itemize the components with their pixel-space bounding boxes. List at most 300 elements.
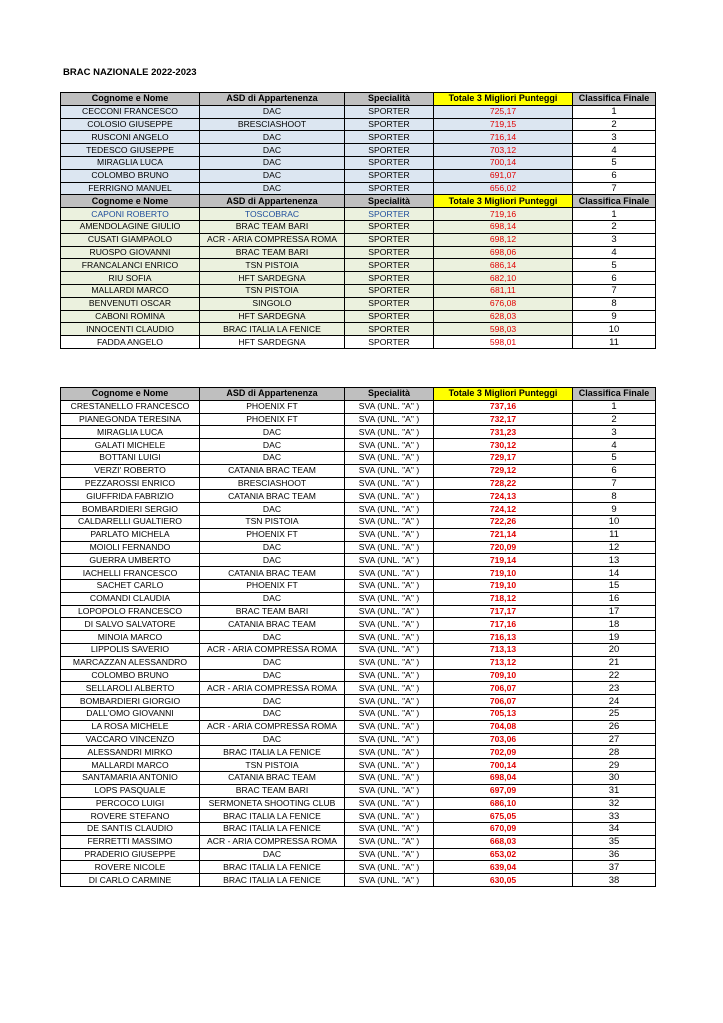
table-row xyxy=(61,579,656,592)
table-row xyxy=(61,682,656,695)
sva-ranking-table xyxy=(60,387,656,887)
specialty-cell: SVA (UNL. "A" ) xyxy=(345,579,434,592)
athlete-name-cell: RUOSPO GIOVANNI xyxy=(61,246,200,259)
final-rank-cell: 26 xyxy=(573,720,656,733)
specialty-cell: SPORTER xyxy=(345,259,434,272)
specialty-cell: SVA (UNL. "A" ) xyxy=(345,771,434,784)
athlete-name-cell: LOPOPOLO FRANCESCO xyxy=(61,605,200,618)
specialty-cell: SVA (UNL. "A" ) xyxy=(345,669,434,682)
table-row xyxy=(61,618,656,631)
final-rank-cell: 29 xyxy=(573,759,656,772)
final-rank-cell: 7 xyxy=(573,182,656,195)
table-row xyxy=(61,426,656,439)
athlete-name-cell: PRADERIO GIUSEPPE xyxy=(61,848,200,861)
table-row xyxy=(61,413,656,426)
specialty-cell: SVA (UNL. "A" ) xyxy=(345,618,434,631)
specialty-cell: SVA (UNL. "A" ) xyxy=(345,451,434,464)
specialty-cell: SVA (UNL. "A" ) xyxy=(345,810,434,823)
asd-club-cell: PHOENIX FT xyxy=(200,400,345,413)
athlete-name-cell: GIUFFRIDA FABRIZIO xyxy=(61,490,200,503)
final-rank-cell: 2 xyxy=(573,118,656,131)
athlete-name-cell: CRESTANELLO FRANCESCO xyxy=(61,400,200,413)
header-rank: Classifica Finale xyxy=(573,195,656,208)
specialty-cell: SVA (UNL. "A" ) xyxy=(345,746,434,759)
athlete-name-cell: COMANDI CLAUDIA xyxy=(61,592,200,605)
final-rank-cell: 6 xyxy=(573,464,656,477)
final-rank-cell: 6 xyxy=(573,169,656,182)
asd-club-cell: BRAC TEAM BARI xyxy=(200,784,345,797)
final-rank-cell: 1 xyxy=(573,400,656,413)
final-rank-cell: 36 xyxy=(573,848,656,861)
table-row xyxy=(61,297,656,310)
table-row xyxy=(61,759,656,772)
asd-club-cell: ACR - ARIA COMPRESSA ROMA xyxy=(200,233,345,246)
athlete-name-cell: GUERRA UMBERTO xyxy=(61,554,200,567)
athlete-name-cell: COLOMBO BRUNO xyxy=(61,169,200,182)
specialty-cell: SVA (UNL. "A" ) xyxy=(345,874,434,887)
total-score-cell: 686,14 xyxy=(434,259,573,272)
specialty-cell: SVA (UNL. "A" ) xyxy=(345,848,434,861)
table-row xyxy=(61,272,656,285)
total-score-cell: 731,23 xyxy=(434,426,573,439)
final-rank-cell: 25 xyxy=(573,707,656,720)
specialty-cell: SVA (UNL. "A" ) xyxy=(345,643,434,656)
specialty-cell: SPORTER xyxy=(345,272,434,285)
athlete-name-cell: MINOIA MARCO xyxy=(61,631,200,644)
total-score-cell: 598,01 xyxy=(434,336,573,349)
athlete-name-cell: ROVERE STEFANO xyxy=(61,810,200,823)
athlete-name-cell: COLOMBO BRUNO xyxy=(61,669,200,682)
asd-club-cell: TSN PISTOIA xyxy=(200,515,345,528)
specialty-cell: SVA (UNL. "A" ) xyxy=(345,503,434,516)
specialty-cell: SVA (UNL. "A" ) xyxy=(345,515,434,528)
total-score-cell: 730,12 xyxy=(434,439,573,452)
athlete-name-cell: CAPONI ROBERTO xyxy=(61,208,200,221)
total-score-cell: 698,14 xyxy=(434,220,573,233)
final-rank-cell: 11 xyxy=(573,528,656,541)
total-score-cell: 724,13 xyxy=(434,490,573,503)
specialty-cell: SVA (UNL. "A" ) xyxy=(345,541,434,554)
specialty-cell: SVA (UNL. "A" ) xyxy=(345,554,434,567)
final-rank-cell: 20 xyxy=(573,643,656,656)
header-rank: Classifica Finale xyxy=(573,388,656,401)
athlete-name-cell: MALLARDI MARCO xyxy=(61,759,200,772)
table-row xyxy=(61,643,656,656)
final-rank-cell: 34 xyxy=(573,823,656,836)
table-row xyxy=(61,592,656,605)
table-row xyxy=(61,528,656,541)
final-rank-cell: 5 xyxy=(573,156,656,169)
final-rank-cell: 3 xyxy=(573,233,656,246)
total-score-cell: 719,15 xyxy=(434,118,573,131)
table-row xyxy=(61,541,656,554)
table-header-row xyxy=(61,93,656,106)
total-score-cell: 713,12 xyxy=(434,656,573,669)
athlete-name-cell: RUSCONI ANGELO xyxy=(61,131,200,144)
final-rank-cell: 22 xyxy=(573,669,656,682)
total-score-cell: 703,12 xyxy=(434,144,573,157)
table-row xyxy=(61,400,656,413)
header-specialty: Specialità xyxy=(345,388,434,401)
athlete-name-cell: VERZI' ROBERTO xyxy=(61,464,200,477)
table-row xyxy=(61,233,656,246)
final-rank-cell: 3 xyxy=(573,131,656,144)
final-rank-cell: 4 xyxy=(573,439,656,452)
specialty-cell: SVA (UNL. "A" ) xyxy=(345,592,434,605)
table-row xyxy=(61,503,656,516)
asd-club-cell: DAC xyxy=(200,144,345,157)
athlete-name-cell: SACHET CARLO xyxy=(61,579,200,592)
table-row xyxy=(61,118,656,131)
total-score-cell: 721,14 xyxy=(434,528,573,541)
asd-club-cell: DAC xyxy=(200,554,345,567)
table-row xyxy=(61,567,656,580)
header-name: Cognome e Nome xyxy=(61,93,200,106)
table-row xyxy=(61,220,656,233)
specialty-cell: SVA (UNL. "A" ) xyxy=(345,477,434,490)
asd-club-cell: CATANIA BRAC TEAM xyxy=(200,567,345,580)
total-score-cell: 704,08 xyxy=(434,720,573,733)
asd-club-cell: CATANIA BRAC TEAM xyxy=(200,771,345,784)
final-rank-cell: 23 xyxy=(573,682,656,695)
athlete-name-cell: MARCAZZAN ALESSANDRO xyxy=(61,656,200,669)
table-row xyxy=(61,656,656,669)
header-specialty: Specialità xyxy=(345,195,434,208)
asd-club-cell: BRAC ITALIA LA FENICE xyxy=(200,861,345,874)
final-rank-cell: 6 xyxy=(573,272,656,285)
specialty-cell: SVA (UNL. "A" ) xyxy=(345,656,434,669)
asd-club-cell: DAC xyxy=(200,169,345,182)
athlete-name-cell: BOTTANI LUIGI xyxy=(61,451,200,464)
total-score-cell: 700,14 xyxy=(434,759,573,772)
specialty-cell: SPORTER xyxy=(345,323,434,336)
athlete-name-cell: CABONI ROMINA xyxy=(61,310,200,323)
final-rank-cell: 35 xyxy=(573,835,656,848)
total-score-cell: 676,08 xyxy=(434,297,573,310)
final-rank-cell: 37 xyxy=(573,861,656,874)
asd-club-cell: BRAC TEAM BARI xyxy=(200,605,345,618)
asd-club-cell: HFT SARDEGNA xyxy=(200,336,345,349)
asd-club-cell: TSN PISTOIA xyxy=(200,284,345,297)
specialty-cell: SVA (UNL. "A" ) xyxy=(345,720,434,733)
asd-club-cell: PHOENIX FT xyxy=(200,579,345,592)
total-score-cell: 716,14 xyxy=(434,131,573,144)
table-row xyxy=(61,105,656,118)
asd-club-cell: DAC xyxy=(200,503,345,516)
asd-club-cell: DAC xyxy=(200,707,345,720)
specialty-cell: SPORTER xyxy=(345,220,434,233)
asd-club-cell: DAC xyxy=(200,131,345,144)
asd-club-cell: TSN PISTOIA xyxy=(200,759,345,772)
asd-club-cell: DAC xyxy=(200,631,345,644)
total-score-cell: 700,14 xyxy=(434,156,573,169)
specialty-cell: SVA (UNL. "A" ) xyxy=(345,490,434,503)
athlete-name-cell: PERCOCO LUIGI xyxy=(61,797,200,810)
header-asd: ASD di Appartenenza xyxy=(200,195,345,208)
table-row xyxy=(61,451,656,464)
specialty-cell: SPORTER xyxy=(345,169,434,182)
athlete-name-cell: FERRIGNO MANUEL xyxy=(61,182,200,195)
total-score-cell: 630,05 xyxy=(434,874,573,887)
athlete-name-cell: IACHELLI FRANCESCO xyxy=(61,567,200,580)
total-score-cell: 732,17 xyxy=(434,413,573,426)
final-rank-cell: 2 xyxy=(573,413,656,426)
athlete-name-cell: SANTAMARIA ANTONIO xyxy=(61,771,200,784)
specialty-cell: SVA (UNL. "A" ) xyxy=(345,631,434,644)
table-row xyxy=(61,144,656,157)
header-name: Cognome e Nome xyxy=(61,195,200,208)
asd-club-cell: ACR - ARIA COMPRESSA ROMA xyxy=(200,682,345,695)
asd-club-cell: DAC xyxy=(200,733,345,746)
sporter-ranking-table xyxy=(60,92,656,349)
total-score-cell: 702,09 xyxy=(434,746,573,759)
asd-club-cell: ACR - ARIA COMPRESSA ROMA xyxy=(200,720,345,733)
specialty-cell: SVA (UNL. "A" ) xyxy=(345,823,434,836)
final-rank-cell: 16 xyxy=(573,592,656,605)
table-row xyxy=(61,797,656,810)
asd-club-cell: DAC xyxy=(200,156,345,169)
table-row xyxy=(61,310,656,323)
total-score-cell: 728,22 xyxy=(434,477,573,490)
asd-club-cell: DAC xyxy=(200,695,345,708)
final-rank-cell: 5 xyxy=(573,451,656,464)
final-rank-cell: 9 xyxy=(573,310,656,323)
total-score-cell: 668,03 xyxy=(434,835,573,848)
header-total: Totale 3 Migliori Punteggi xyxy=(434,195,573,208)
table-row xyxy=(61,707,656,720)
total-score-cell: 719,14 xyxy=(434,554,573,567)
table-row xyxy=(61,323,656,336)
asd-club-cell: DAC xyxy=(200,656,345,669)
total-score-cell: 706,07 xyxy=(434,682,573,695)
table-row xyxy=(61,336,656,349)
athlete-name-cell: LIPPOLIS SAVERIO xyxy=(61,643,200,656)
table-row xyxy=(61,284,656,297)
table-row xyxy=(61,784,656,797)
total-score-cell: 717,16 xyxy=(434,618,573,631)
asd-club-cell: DAC xyxy=(200,105,345,118)
specialty-cell: SVA (UNL. "A" ) xyxy=(345,784,434,797)
total-score-cell: 686,10 xyxy=(434,797,573,810)
final-rank-cell: 18 xyxy=(573,618,656,631)
athlete-name-cell: VACCARO VINCENZO xyxy=(61,733,200,746)
total-score-cell: 698,12 xyxy=(434,233,573,246)
athlete-name-cell: PIANEGONDA TERESINA xyxy=(61,413,200,426)
athlete-name-cell: DE SANTIS CLAUDIO xyxy=(61,823,200,836)
document-title: BRAC NAZIONALE 2022-2023 xyxy=(63,67,197,78)
athlete-name-cell: PEZZAROSSI ENRICO xyxy=(61,477,200,490)
table-row xyxy=(61,720,656,733)
final-rank-cell: 28 xyxy=(573,746,656,759)
final-rank-cell: 2 xyxy=(573,220,656,233)
asd-club-cell: CATANIA BRAC TEAM xyxy=(200,618,345,631)
total-score-cell: 639,04 xyxy=(434,861,573,874)
specialty-cell: SPORTER xyxy=(345,297,434,310)
total-score-cell: 737,16 xyxy=(434,400,573,413)
asd-club-cell: BRAC ITALIA LA FENICE xyxy=(200,810,345,823)
total-score-cell: 709,10 xyxy=(434,669,573,682)
asd-club-cell: HFT SARDEGNA xyxy=(200,310,345,323)
specialty-cell: SPORTER xyxy=(345,182,434,195)
total-score-cell: 716,13 xyxy=(434,631,573,644)
asd-club-cell: BRESCIASHOOT xyxy=(200,477,345,490)
specialty-cell: SVA (UNL. "A" ) xyxy=(345,605,434,618)
athlete-name-cell: MALLARDI MARCO xyxy=(61,284,200,297)
total-score-cell: 705,13 xyxy=(434,707,573,720)
specialty-cell: SPORTER xyxy=(345,233,434,246)
athlete-name-cell: LA ROSA MICHELE xyxy=(61,720,200,733)
final-rank-cell: 19 xyxy=(573,631,656,644)
asd-club-cell: DAC xyxy=(200,541,345,554)
table-header-row xyxy=(61,195,656,208)
final-rank-cell: 8 xyxy=(573,297,656,310)
total-score-cell: 719,10 xyxy=(434,579,573,592)
final-rank-cell: 4 xyxy=(573,246,656,259)
asd-club-cell: DAC xyxy=(200,182,345,195)
total-score-cell: 719,16 xyxy=(434,208,573,221)
specialty-cell: SVA (UNL. "A" ) xyxy=(345,797,434,810)
table-row xyxy=(61,490,656,503)
final-rank-cell: 7 xyxy=(573,477,656,490)
athlete-name-cell: BOMBARDIERI GIORGIO xyxy=(61,695,200,708)
final-rank-cell: 10 xyxy=(573,515,656,528)
specialty-cell: SVA (UNL. "A" ) xyxy=(345,413,434,426)
final-rank-cell: 30 xyxy=(573,771,656,784)
specialty-cell: SVA (UNL. "A" ) xyxy=(345,400,434,413)
asd-club-cell: PHOENIX FT xyxy=(200,528,345,541)
final-rank-cell: 15 xyxy=(573,579,656,592)
table-row xyxy=(61,631,656,644)
specialty-cell: SVA (UNL. "A" ) xyxy=(345,464,434,477)
table-row xyxy=(61,835,656,848)
total-score-cell: 718,12 xyxy=(434,592,573,605)
specialty-cell: SPORTER xyxy=(345,336,434,349)
specialty-cell: SPORTER xyxy=(345,246,434,259)
athlete-name-cell: PARLATO MICHELA xyxy=(61,528,200,541)
athlete-name-cell: LOPS PASQUALE xyxy=(61,784,200,797)
table-row xyxy=(61,246,656,259)
specialty-cell: SVA (UNL. "A" ) xyxy=(345,861,434,874)
athlete-name-cell: FERRETTI MASSIMO xyxy=(61,835,200,848)
table-row xyxy=(61,182,656,195)
header-specialty: Specialità xyxy=(345,93,434,106)
final-rank-cell: 8 xyxy=(573,490,656,503)
specialty-cell: SVA (UNL. "A" ) xyxy=(345,426,434,439)
total-score-cell: 703,06 xyxy=(434,733,573,746)
final-rank-cell: 10 xyxy=(573,323,656,336)
total-score-cell: 719,10 xyxy=(434,567,573,580)
table-row xyxy=(61,208,656,221)
final-rank-cell: 14 xyxy=(573,567,656,580)
total-score-cell: 725,17 xyxy=(434,105,573,118)
final-rank-cell: 33 xyxy=(573,810,656,823)
athlete-name-cell: DALL'OMO GIOVANNI xyxy=(61,707,200,720)
total-score-cell: 706,07 xyxy=(434,695,573,708)
asd-club-cell: SERMONETA SHOOTING CLUB xyxy=(200,797,345,810)
table-row xyxy=(61,156,656,169)
table-row xyxy=(61,515,656,528)
athlete-name-cell: CALDARELLI GUALTIERO xyxy=(61,515,200,528)
total-score-cell: 653,02 xyxy=(434,848,573,861)
header-name: Cognome e Nome xyxy=(61,388,200,401)
athlete-name-cell: INNOCENTI CLAUDIO xyxy=(61,323,200,336)
table-row xyxy=(61,669,656,682)
athlete-name-cell: FRANCALANCI ENRICO xyxy=(61,259,200,272)
asd-club-cell: BRAC ITALIA LA FENICE xyxy=(200,746,345,759)
specialty-cell: SVA (UNL. "A" ) xyxy=(345,733,434,746)
total-score-cell: 717,17 xyxy=(434,605,573,618)
athlete-name-cell: MIRAGLIA LUCA xyxy=(61,426,200,439)
asd-club-cell: DAC xyxy=(200,426,345,439)
header-asd: ASD di Appartenenza xyxy=(200,388,345,401)
asd-club-cell: TSN PISTOIA xyxy=(200,259,345,272)
asd-club-cell: CATANIA BRAC TEAM xyxy=(200,490,345,503)
specialty-cell: SVA (UNL. "A" ) xyxy=(345,439,434,452)
table-row xyxy=(61,554,656,567)
asd-club-cell: DAC xyxy=(200,439,345,452)
header-asd: ASD di Appartenenza xyxy=(200,93,345,106)
table-row xyxy=(61,695,656,708)
asd-club-cell: BRAC ITALIA LA FENICE xyxy=(200,323,345,336)
table-row xyxy=(61,477,656,490)
specialty-cell: SPORTER xyxy=(345,208,434,221)
final-rank-cell: 12 xyxy=(573,541,656,554)
total-score-cell: 598,03 xyxy=(434,323,573,336)
total-score-cell: 698,06 xyxy=(434,246,573,259)
total-score-cell: 729,12 xyxy=(434,464,573,477)
specialty-cell: SPORTER xyxy=(345,284,434,297)
table-row xyxy=(61,810,656,823)
asd-club-cell: DAC xyxy=(200,669,345,682)
final-rank-cell: 1 xyxy=(573,208,656,221)
asd-club-cell: BRAC TEAM BARI xyxy=(200,220,345,233)
athlete-name-cell: ROVERE NICOLE xyxy=(61,861,200,874)
total-score-cell: 722,26 xyxy=(434,515,573,528)
table-row xyxy=(61,464,656,477)
total-score-cell: 682,10 xyxy=(434,272,573,285)
athlete-name-cell: AMENDOLAGINE GIULIO xyxy=(61,220,200,233)
athlete-name-cell: MIRAGLIA LUCA xyxy=(61,156,200,169)
total-score-cell: 720,09 xyxy=(434,541,573,554)
specialty-cell: SPORTER xyxy=(345,310,434,323)
final-rank-cell: 32 xyxy=(573,797,656,810)
table-row xyxy=(61,874,656,887)
total-score-cell: 729,17 xyxy=(434,451,573,464)
final-rank-cell: 31 xyxy=(573,784,656,797)
final-rank-cell: 5 xyxy=(573,259,656,272)
header-total: Totale 3 Migliori Punteggi xyxy=(434,388,573,401)
final-rank-cell: 1 xyxy=(573,105,656,118)
total-score-cell: 697,09 xyxy=(434,784,573,797)
athlete-name-cell: COLOSIO GIUSEPPE xyxy=(61,118,200,131)
final-rank-cell: 21 xyxy=(573,656,656,669)
table-header-row xyxy=(61,388,656,401)
specialty-cell: SPORTER xyxy=(345,118,434,131)
total-score-cell: 698,04 xyxy=(434,771,573,784)
athlete-name-cell: FADDA ANGELO xyxy=(61,336,200,349)
athlete-name-cell: BOMBARDIERI SERGIO xyxy=(61,503,200,516)
final-rank-cell: 7 xyxy=(573,284,656,297)
specialty-cell: SPORTER xyxy=(345,156,434,169)
asd-club-cell: PHOENIX FT xyxy=(200,413,345,426)
specialty-cell: SPORTER xyxy=(345,144,434,157)
table-row xyxy=(61,823,656,836)
specialty-cell: SPORTER xyxy=(345,131,434,144)
specialty-cell: SVA (UNL. "A" ) xyxy=(345,707,434,720)
athlete-name-cell: SELLAROLI ALBERTO xyxy=(61,682,200,695)
asd-club-cell: BRESCIASHOOT xyxy=(200,118,345,131)
specialty-cell: SPORTER xyxy=(345,105,434,118)
